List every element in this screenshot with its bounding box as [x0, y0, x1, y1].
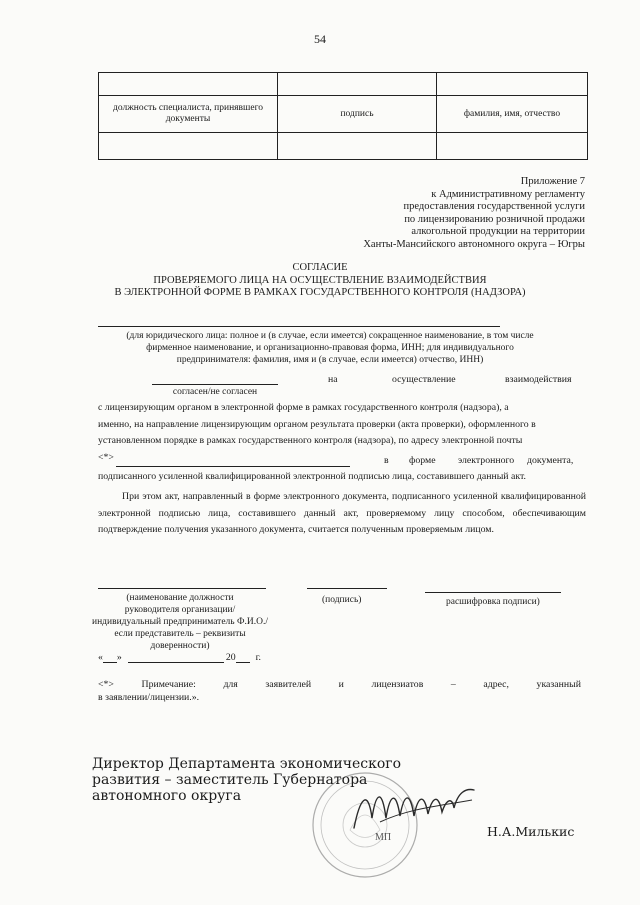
caption-line: предпринимателя: фамилия, имя и (в случае, если имеется) отчество, ИНН) [176, 355, 484, 365]
caption-line: если представитель – реквизиты доверенности) [114, 629, 246, 651]
paragraph-line: установленном порядке в рамках государственного контроля (надзора), по адресу электронной почты [98, 435, 523, 446]
appendix-line: к Административному регламенту [431, 188, 585, 200]
caption-line: (для юридического лица: полное и (в случае, если имеется) сокращенное наименование, в том числе [126, 331, 534, 341]
stamp-label: МП [375, 832, 392, 843]
appendix-line: по лицензированию розничной продажи [404, 213, 585, 225]
note-word: для [223, 679, 238, 690]
note-line-2: в заявлении/лицензии.». [98, 692, 200, 703]
day-blank [103, 652, 117, 663]
email-marker: <*> [98, 452, 114, 463]
note-word: – [450, 679, 456, 690]
director-line: развития – заместитель Губернатора [92, 772, 368, 788]
note-word: адрес, [483, 679, 509, 690]
paragraph-line: проверяемым лицом. [406, 524, 494, 535]
director-line: автономного округа [92, 788, 242, 804]
note-word: <*> [98, 679, 114, 690]
col-signature: подпись [278, 96, 437, 133]
caption-line: (наименование должности [126, 593, 234, 603]
appendix-line: предоставления государственной услуги [403, 201, 585, 213]
document-heading [60, 262, 580, 300]
date-year: 20 [225, 652, 236, 663]
note-line [98, 679, 581, 690]
month-blank [128, 652, 224, 663]
appendix-line: алкогольной продукции на территории [411, 226, 585, 238]
date-quote-open: « [98, 652, 103, 663]
heading-line: В ЭЛЕКТРОННОЙ ФОРМЕ В РАМКАХ ГОСУДАРСТВЕННОГО КОНТРОЛЯ (НАДЗОРА) [114, 287, 526, 298]
email-word: форме [409, 455, 436, 466]
date-quote-close: » [116, 652, 122, 663]
caption-line: индивидуальный предприниматель Ф.И.О./ [92, 617, 268, 627]
applicant-caption [70, 330, 590, 366]
table-cell [278, 73, 437, 96]
date-suffix: г. [255, 652, 261, 663]
caption-line: фирменное наименование, и организационно-правовая форма, ИНН; для индивидуального [146, 343, 514, 353]
date-line [98, 652, 261, 663]
caption-line: руководителя организации/ [124, 605, 236, 615]
second-paragraph [98, 489, 586, 539]
director-name: Н.А.Милькис [487, 824, 575, 839]
consent-blank-line [152, 384, 278, 385]
heading-line: ПРОВЕРЯЕМОГО ЛИЦА НА ОСУЩЕСТВЛЕНИЕ ВЗАИМОДЕЙСТВИЯ [153, 274, 487, 286]
paragraph-line: с лицензирующим органом в электронной форме в рамках государственного контроля (надзора), а [98, 402, 509, 413]
position-blank-line [98, 588, 266, 589]
note-word: указанный [536, 679, 581, 690]
signature-blank-line [307, 588, 387, 589]
director-title [92, 756, 401, 804]
position-caption [90, 592, 270, 652]
col-position: должность специалиста, принявшего документы [99, 96, 278, 133]
director-line: Директор Департамента экономического [92, 756, 402, 772]
year-blank [236, 652, 250, 663]
body-paragraph [98, 400, 586, 450]
signature-table [98, 72, 588, 160]
appendix-line: Приложение 7 [520, 176, 585, 187]
decode-caption: расшифровка подписи) [446, 597, 540, 607]
table-cell [99, 133, 278, 160]
note-word: Примечание: [141, 679, 196, 690]
table-cell [437, 133, 588, 160]
email-word: документа, [527, 455, 574, 466]
signature-caption: (подпись) [322, 595, 362, 605]
email-word: электронного [458, 455, 515, 466]
paragraph-line: При этом акт, направленный в форме электронного документа, подписанного усиленной [122, 491, 498, 502]
email-line-tail: подписанного усиленной квалифицированной электронной подписью лица, составившего данный акт. [98, 471, 526, 482]
applicant-blank-line [98, 326, 500, 327]
decode-blank-line [425, 592, 561, 593]
word-na: на [328, 374, 338, 385]
note-word: заявителей [265, 679, 312, 690]
paragraph-line: квалифицированной электронной подписью лица, составившего данный акт, проверяемому лицу [98, 491, 586, 519]
email-word: в [384, 455, 389, 466]
table-cell [437, 73, 588, 96]
page-number: 54 [314, 32, 326, 46]
paragraph-line: способом, обеспечивающим подтверждение получения указанного документа, считается полученным [98, 507, 586, 535]
table-cell [99, 73, 278, 96]
consent-caption: согласен/не согласен [172, 387, 258, 397]
appendix-line: Ханты-Мансийского автономного округа – Югры [363, 238, 585, 250]
word-vzaimodeistviya: взаимодействия [505, 374, 572, 385]
paragraph-line: именно, на направление лицензирующим органом результата проверки (акта проверки), оформленного в [98, 418, 536, 430]
appendix-block [285, 176, 585, 252]
note-word: и [338, 679, 344, 690]
table-cell [278, 133, 437, 160]
heading-line: СОГЛАСИЕ [292, 262, 348, 273]
word-osushestvlenie: осуществление [392, 374, 456, 385]
note-word: лицензиатов [371, 679, 424, 690]
email-blank-line [116, 466, 350, 467]
col-name: фамилия, имя, отчество [437, 96, 588, 133]
